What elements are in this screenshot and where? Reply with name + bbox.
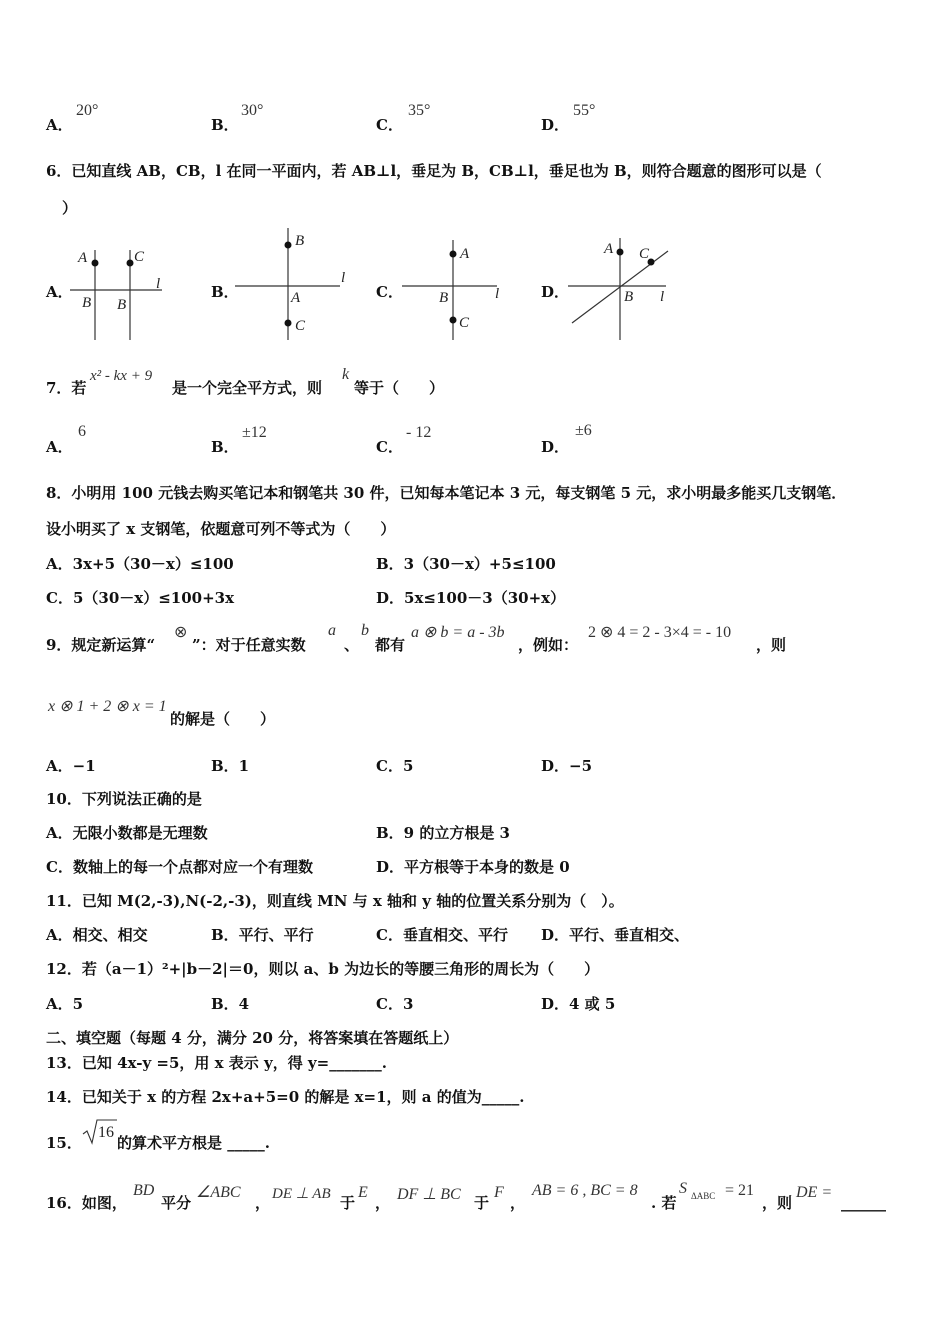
q7-expression: x² - kx + 9 <box>90 368 153 384</box>
q11-option-d: D．平行、垂直相交、 <box>541 926 690 944</box>
q7-stem-end: 等于（ ） <box>354 379 445 397</box>
q16-comma1: ， <box>255 1194 271 1212</box>
q6-option-b-label: B． <box>211 283 239 301</box>
q12-option-d: D．4 或 5 <box>541 995 616 1013</box>
q6-figure-b <box>235 228 350 340</box>
q14-stem: 14．已知关于 x 的方程 2x+a+5=0 的解是 x=1，则 a 的值为_____. <box>46 1088 525 1106</box>
q10-option-d: D．平方根等于本身的数是 0 <box>376 858 570 876</box>
q9-separator: 、 <box>344 636 360 654</box>
q16-area-value: = 21 <box>725 1182 755 1199</box>
q6-option-c-label: C． <box>376 283 403 301</box>
q6-figure-a <box>70 240 170 340</box>
q6a-label-b1: B <box>82 295 92 311</box>
q6c-label-b: B <box>439 290 449 306</box>
q13-stem: 13．已知 4x-y =5，用 x 表示 y，得 y=_______. <box>46 1054 387 1072</box>
q9-then: ，则 <box>756 636 787 654</box>
q8-stem-line2: 设小明买了 x 支钢笔，依题意可列不等式为（ ） <box>46 520 396 538</box>
q9-ask: 的解是（ ） <box>170 710 276 728</box>
q7-stem-mid: 是一个完全平方式，则 <box>172 379 323 397</box>
q16-comma2: ， <box>375 1194 391 1212</box>
q11-option-c: C．垂直相交、平行 <box>376 926 508 944</box>
q7-option-d-label: D． <box>541 438 570 456</box>
q16-number: 16．如图， <box>46 1194 127 1212</box>
q16-de-perp-ab: DE ⊥ AB <box>272 1186 331 1202</box>
q6a-label-a: A <box>78 250 88 266</box>
q6b-label-c: C <box>295 318 306 334</box>
q16-de: DE = <box>796 1184 833 1201</box>
q10-option-a: A．无限小数都是无理数 <box>46 824 208 842</box>
q5-option-d-value: 55° <box>573 102 596 119</box>
q9-var-a: a <box>328 622 336 639</box>
q6b-label-b: B <box>295 233 305 249</box>
q7-number: 7．若 <box>46 379 87 397</box>
q16-bd: BD <box>133 1182 155 1199</box>
q6d-label-b: B <box>624 289 634 305</box>
q9-equation: x ⊗ 1 + 2 ⊗ x = 1 <box>48 698 167 715</box>
q9-have: 都有 <box>375 636 406 654</box>
q16-area-subscript: ΔABC <box>691 1191 716 1201</box>
q6a-label-l: l <box>156 276 161 292</box>
q9-definition: a ⊗ b = a - 3b <box>411 624 505 641</box>
q5-option-d-label: D． <box>541 116 570 134</box>
q12-stem: 12．若（a－1）²+|b－2|＝0，则以 a、b 为边长的等腰三角形的周长为（ ） <box>46 960 600 978</box>
q7-k: k <box>342 366 350 383</box>
q6-option-d-label: D． <box>541 283 570 301</box>
q16-area-s: S <box>679 1180 687 1197</box>
q6c-label-c: C <box>459 315 470 331</box>
q11-option-a: A．相交、相交 <box>46 926 148 944</box>
q16-point-e: E <box>358 1184 368 1201</box>
q6-stem: 6．已知直线 AB，CB，l 在同一平面内，若 AB⊥l，垂足为 B，CB⊥l，垂足也为 B，则符合题意的图形可以是（ <box>46 162 822 180</box>
q6d-label-c: C <box>639 246 650 262</box>
section2-heading: 二、填空题（每题 4 分，满分 20 分，将答案填在答题纸上） <box>46 1029 459 1047</box>
q7-option-d-value: ±6 <box>575 422 592 439</box>
q7-option-b-value: ±12 <box>242 424 267 441</box>
q6c-label-a: A <box>460 246 470 262</box>
q5-option-c-label: C． <box>376 116 403 134</box>
q7-option-a-label: A． <box>46 438 73 456</box>
q7-option-c-label: C． <box>376 438 403 456</box>
q5-option-c-value: 35° <box>408 102 431 119</box>
q16-comma3: ， <box>510 1194 526 1212</box>
q6d-label-a: A <box>604 241 614 257</box>
q6b-label-a: A <box>291 290 301 306</box>
q7-option-c-value: - 12 <box>406 424 432 441</box>
q5-option-a-value: 20° <box>76 102 99 119</box>
q16-at1: 于 <box>340 1194 356 1212</box>
q8-option-c: C．5（30－x）≤100+3x <box>46 589 235 607</box>
q8-stem-line1: 8．小明用 100 元钱去购买笔记本和钢笔共 30 件，已知每本笔记本 3 元，每支钢笔 5 元，求小明最多能买几支钢笔． <box>46 484 847 502</box>
q12-option-b: B．4 <box>211 995 250 1013</box>
q10-option-c: C．数轴上的每一个点都对应一个有理数 <box>46 858 313 876</box>
q6-figure-c <box>402 240 507 340</box>
q6-stem-close: ） <box>62 199 78 217</box>
q16-df-perp-bc: DF ⊥ BC <box>397 1186 461 1203</box>
q6b-label-l: l <box>341 270 346 286</box>
q9-var-b: b <box>361 622 369 639</box>
q15-number: 15． <box>46 1134 82 1152</box>
q6a-label-b2: B <box>117 297 127 313</box>
q9-operator: ⊗ <box>174 624 188 641</box>
q16-lengths: AB = 6 , BC = 8 <box>532 1182 638 1199</box>
q11-stem: 11．已知 M(2,-3),N(-2,-3)，则直线 MN 与 x 轴和 y 轴的位置关系分别为（ ）。 <box>46 892 624 910</box>
q6-figure-d <box>568 238 678 340</box>
q15-stem: 的算术平方根是 _____. <box>117 1134 270 1152</box>
q9-option-a: A．−1 <box>46 757 96 775</box>
q10-option-b: B．9 的立方根是 3 <box>376 824 510 842</box>
q9-example-label: ，例如： <box>518 636 579 654</box>
q6-option-a-label: A． <box>46 283 73 301</box>
q15-radicand: 16 <box>98 1124 114 1141</box>
q7-option-a-value: 6 <box>78 423 86 440</box>
q6c-label-l: l <box>495 286 500 302</box>
q9-option-d: D．−5 <box>541 757 593 775</box>
q9-example: 2 ⊗ 4 = 2 - 3×4 = - 10 <box>588 624 732 641</box>
q9-option-b: B．1 <box>211 757 250 775</box>
q9-option-c: C．5 <box>376 757 414 775</box>
q12-option-a: A．5 <box>46 995 84 1013</box>
q16-then: ，则 <box>762 1194 793 1212</box>
q16-answer-blank: ______ <box>841 1194 886 1212</box>
q8-option-d: D．5x≤100－3（30+x） <box>376 589 566 607</box>
q15-radical <box>82 1119 118 1145</box>
q16-at2: 于 <box>474 1194 490 1212</box>
q16-if: . 若 <box>651 1194 677 1212</box>
q6a-label-c: C <box>134 249 145 265</box>
q5-option-b-label: B． <box>211 116 239 134</box>
q9-stem-pre: 9．规定新运算“ <box>46 636 156 654</box>
q16-bisects: 平分 <box>161 1194 192 1212</box>
q11-option-b: B．平行、平行 <box>211 926 314 944</box>
q12-option-c: C．3 <box>376 995 414 1013</box>
q10-stem: 10．下列说法正确的是 <box>46 790 202 808</box>
q5-option-b-value: 30° <box>241 102 264 119</box>
q5-option-a-label: A． <box>46 116 73 134</box>
q6d-label-l: l <box>660 289 665 305</box>
q16-angle: ∠ABC <box>196 1184 241 1201</box>
q9-stem-post: ”：对于任意实数 <box>192 636 306 654</box>
q8-option-a: A．3x+5（30－x）≤100 <box>46 555 234 573</box>
q7-option-b-label: B． <box>211 438 239 456</box>
q8-option-b: B．3（30－x）+5≤100 <box>376 555 556 573</box>
q16-point-f: F <box>494 1184 504 1201</box>
